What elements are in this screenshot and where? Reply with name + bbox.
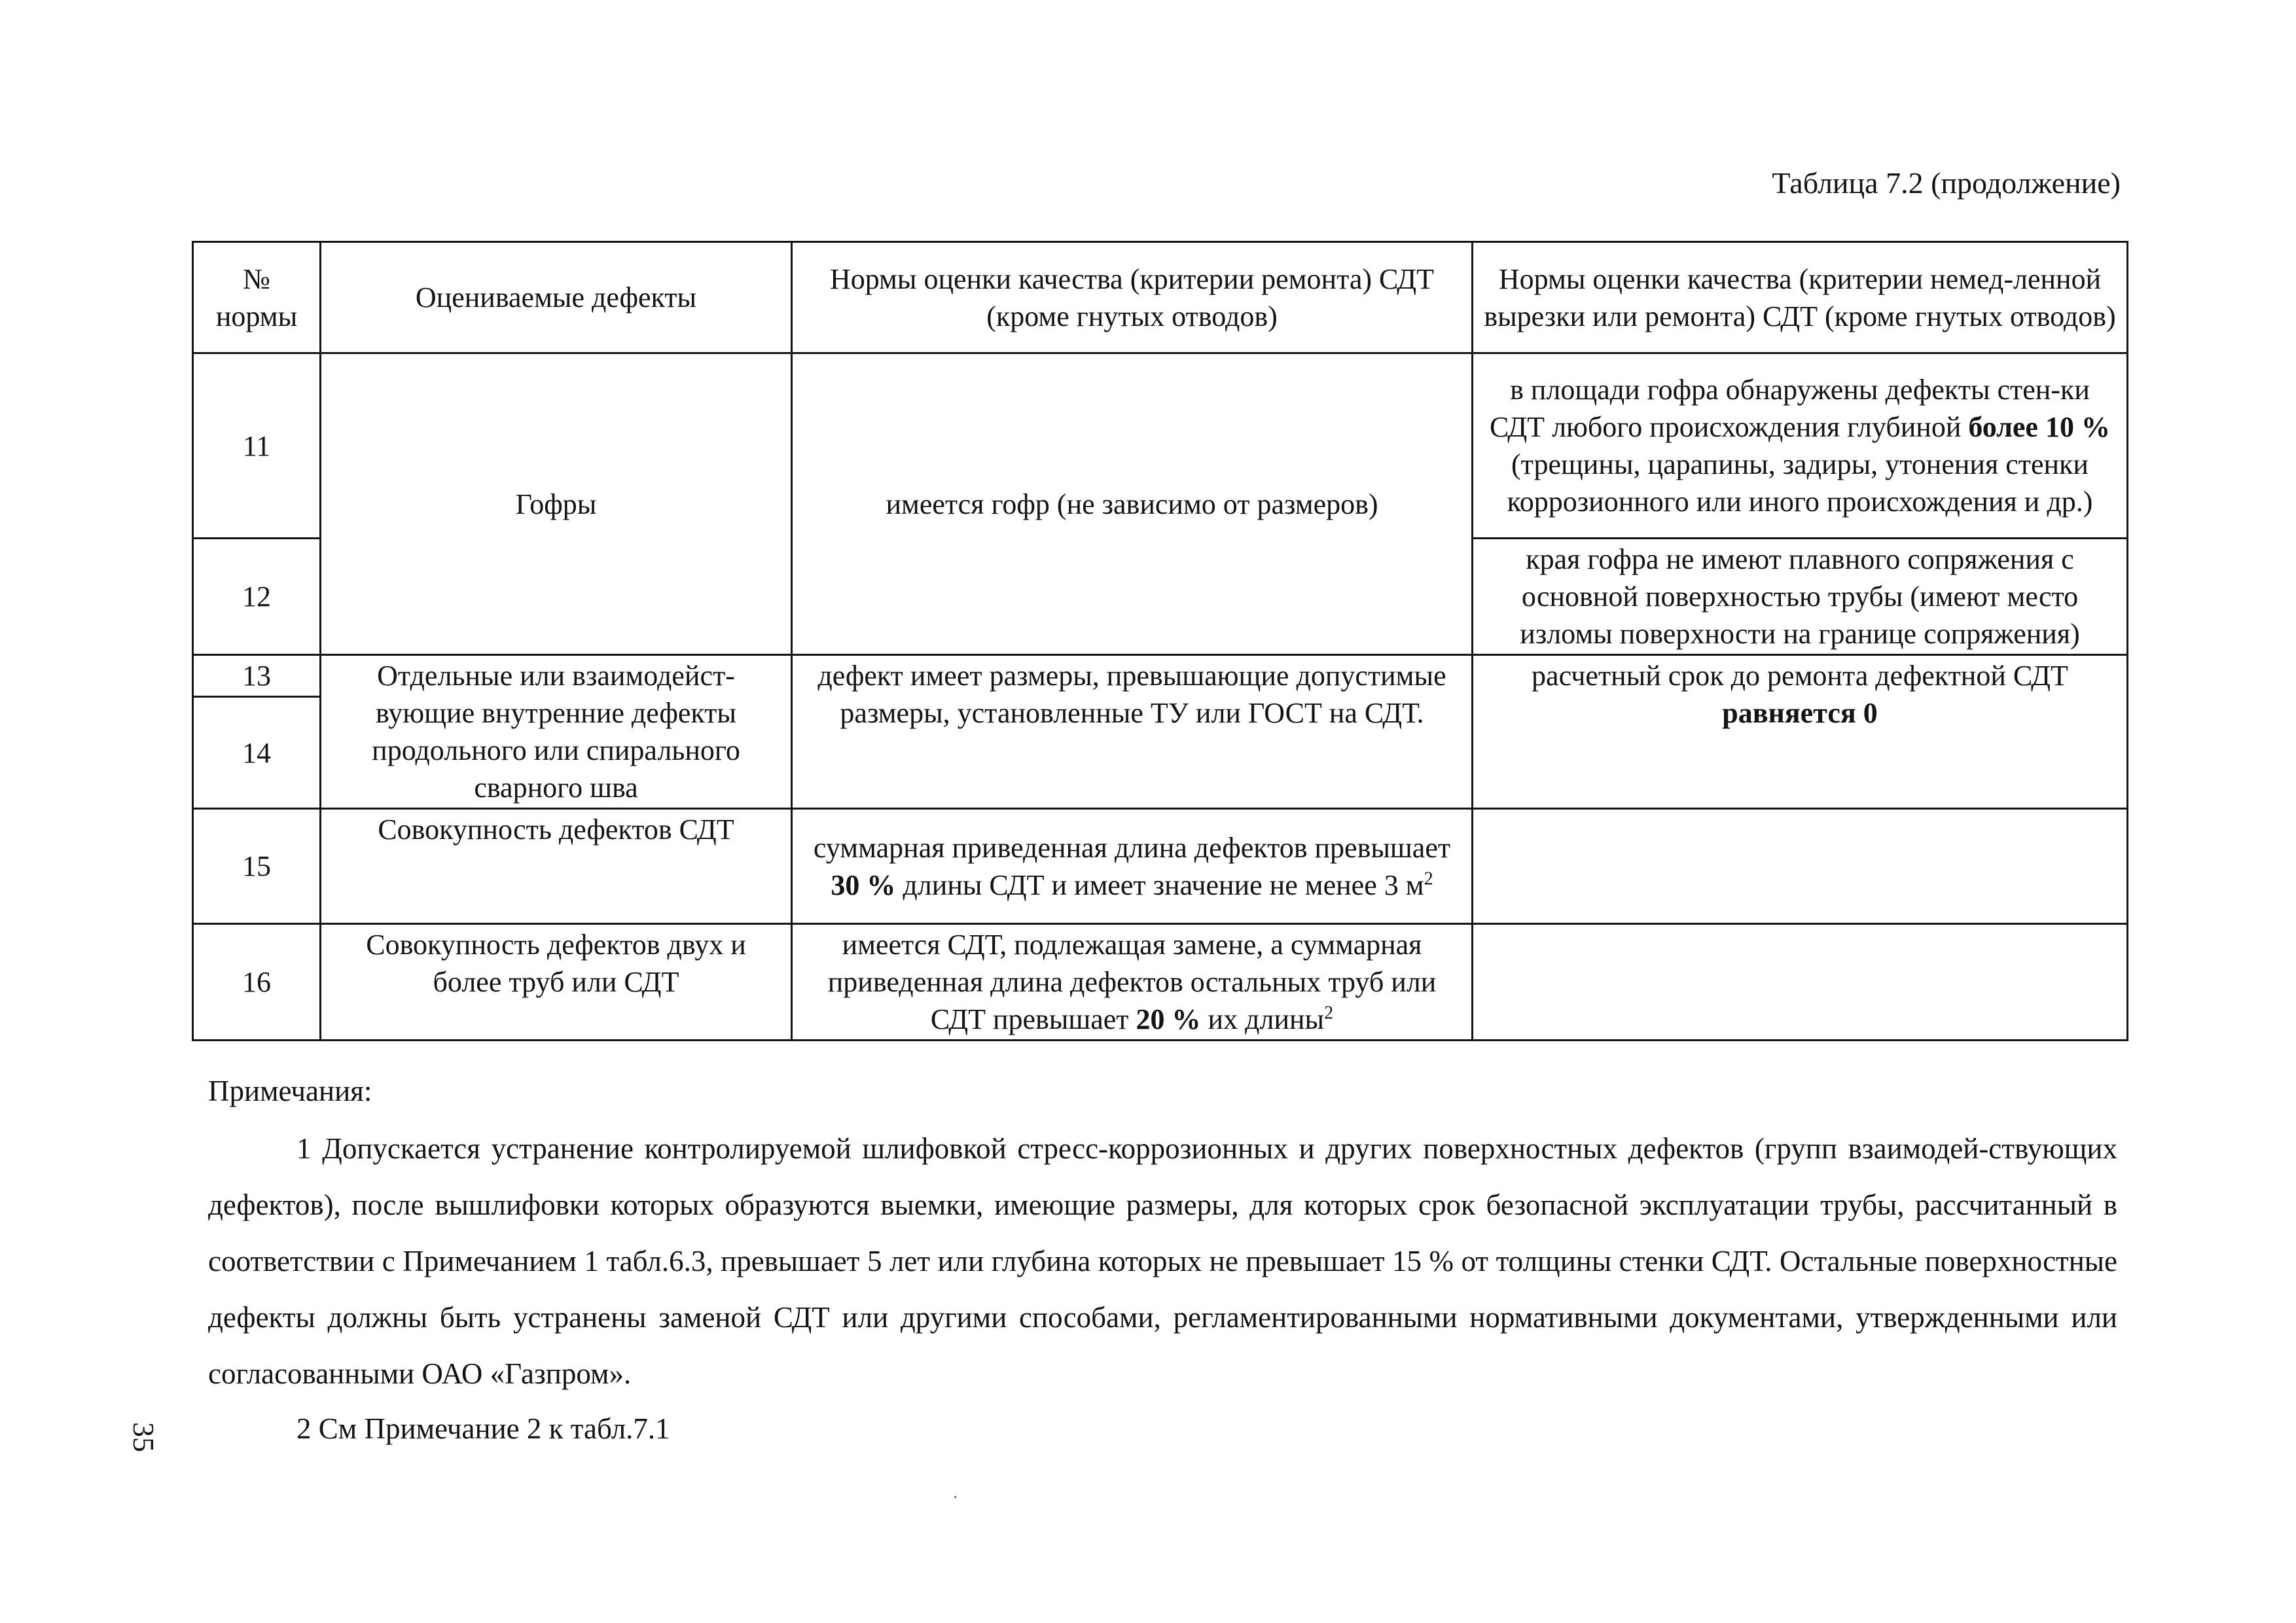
repair-15-text: суммарная приведенная длина дефектов превышает bbox=[813, 831, 1451, 864]
scan-speck bbox=[954, 1496, 956, 1498]
cell-num-13: 13 bbox=[193, 655, 321, 697]
repair-16-bold: 20 % bbox=[1136, 1003, 1201, 1035]
defects-table bbox=[192, 241, 2128, 1041]
cell-repair-15 bbox=[792, 809, 1473, 924]
header-cut-criteria: Нормы оценки качества (критерии немед-ленной вырезки или ремонта) СДТ (кроме гнутых отводов) bbox=[1473, 242, 2128, 353]
cell-cut-12: края гофра не имеют плавного сопряжения с основной поверхностью трубы (имеют место изломы поверхности на границе сопряжения) bbox=[1473, 539, 2128, 655]
cut-11-text: в площади гофра обнаружены дефекты стен-ки СДТ любого происхождения глубиной bbox=[1490, 374, 2090, 443]
cell-num-11: 11 bbox=[193, 353, 321, 539]
cell-cut-15 bbox=[1473, 809, 2128, 924]
cell-cut-11 bbox=[1473, 353, 2128, 539]
table-header-row bbox=[193, 242, 2128, 353]
header-num: № нормы bbox=[193, 242, 321, 353]
page-number: 35 bbox=[127, 1422, 160, 1452]
header-defect: Оцениваемые дефекты bbox=[321, 242, 792, 353]
cut-11-text-2: (трещины, царапины, задиры, утонения стенки коррозионного или иного происхождения и др.) bbox=[1507, 448, 2093, 518]
repair-15-bold: 30 % bbox=[831, 868, 896, 901]
cell-cut-16 bbox=[1473, 924, 2128, 1041]
cell-defect-16: Совокупность дефектов двух и более труб или СДТ bbox=[321, 924, 792, 1041]
repair-15-sup: 2 bbox=[1424, 868, 1433, 889]
cut-weld-bold: равняется 0 bbox=[1722, 697, 1878, 729]
cut-weld-text: расчетный срок до ремонта дефектной СДТ bbox=[1532, 660, 2068, 692]
table-row-11 bbox=[193, 353, 2128, 539]
cell-num-14: 14 bbox=[193, 697, 321, 809]
table-row-15 bbox=[193, 809, 2128, 924]
repair-15-text-2: длины СДТ и имеет значение не менее 3 м bbox=[903, 868, 1424, 901]
cell-repair-corrugation: имеется гофр (не зависимо от размеров) bbox=[792, 353, 1473, 655]
cell-num-12: 12 bbox=[193, 539, 321, 655]
repair-16-text-2: их длины bbox=[1208, 1003, 1325, 1035]
table-row-13 bbox=[193, 655, 2128, 697]
cell-defect-weld: Отдельные или взаимодейст-вующие внутренние дефекты продольного или спирального сварного шва bbox=[321, 655, 792, 809]
note-2: 2 См Примечание 2 к табл.7.1 bbox=[296, 1412, 670, 1445]
cell-defect-corrugation: Гофры bbox=[321, 353, 792, 655]
cell-num-15: 15 bbox=[193, 809, 321, 924]
cell-num-16: 16 bbox=[193, 924, 321, 1041]
cell-repair-weld: дефект имеет размеры, превышающие допустимые размеры, установленные ТУ или ГОСТ на СДТ. bbox=[792, 655, 1473, 809]
note-1: 1 Допускается устранение контролируемой шлифовкой стресс-коррозионных и других поверхностных дефектов (групп взаимодей-ствующих дефектов), после вышлифовки которых образуются выемки, имеющие размеры, для которых срок безопасной эксплуатации трубы, рассчитанный в соответствии с Примечанием 1 табл.6.3, превышает 5 лет или глубина которых не превышает 15 % от толщины стенки СДТ. Остальные поверхностные дефекты должны быть устранены заменой СДТ или другими способами, регламентированными нормативными документами, утвержденными или согласованными ОАО «Газпром». bbox=[208, 1132, 2117, 1390]
cell-defect-15: Совокупность дефектов СДТ bbox=[321, 809, 792, 924]
table-caption: Таблица 7.2 (продолжение) bbox=[1772, 166, 2121, 200]
cell-cut-weld bbox=[1473, 655, 2128, 809]
header-repair-criteria: Нормы оценки качества (критерии ремонта) СДТ (кроме гнутых отводов) bbox=[792, 242, 1473, 353]
repair-16-sup: 2 bbox=[1324, 1003, 1334, 1024]
repair-16-text: имеется СДТ, подлежащая замене, а суммарная приведенная длина дефектов остальных труб или СДТ превышает bbox=[827, 929, 1437, 1035]
table-row-16 bbox=[193, 924, 2128, 1041]
notes-title: Примечания: bbox=[208, 1075, 372, 1107]
cell-repair-16 bbox=[792, 924, 1473, 1041]
cut-11-bold: более 10 % bbox=[1968, 411, 2110, 443]
